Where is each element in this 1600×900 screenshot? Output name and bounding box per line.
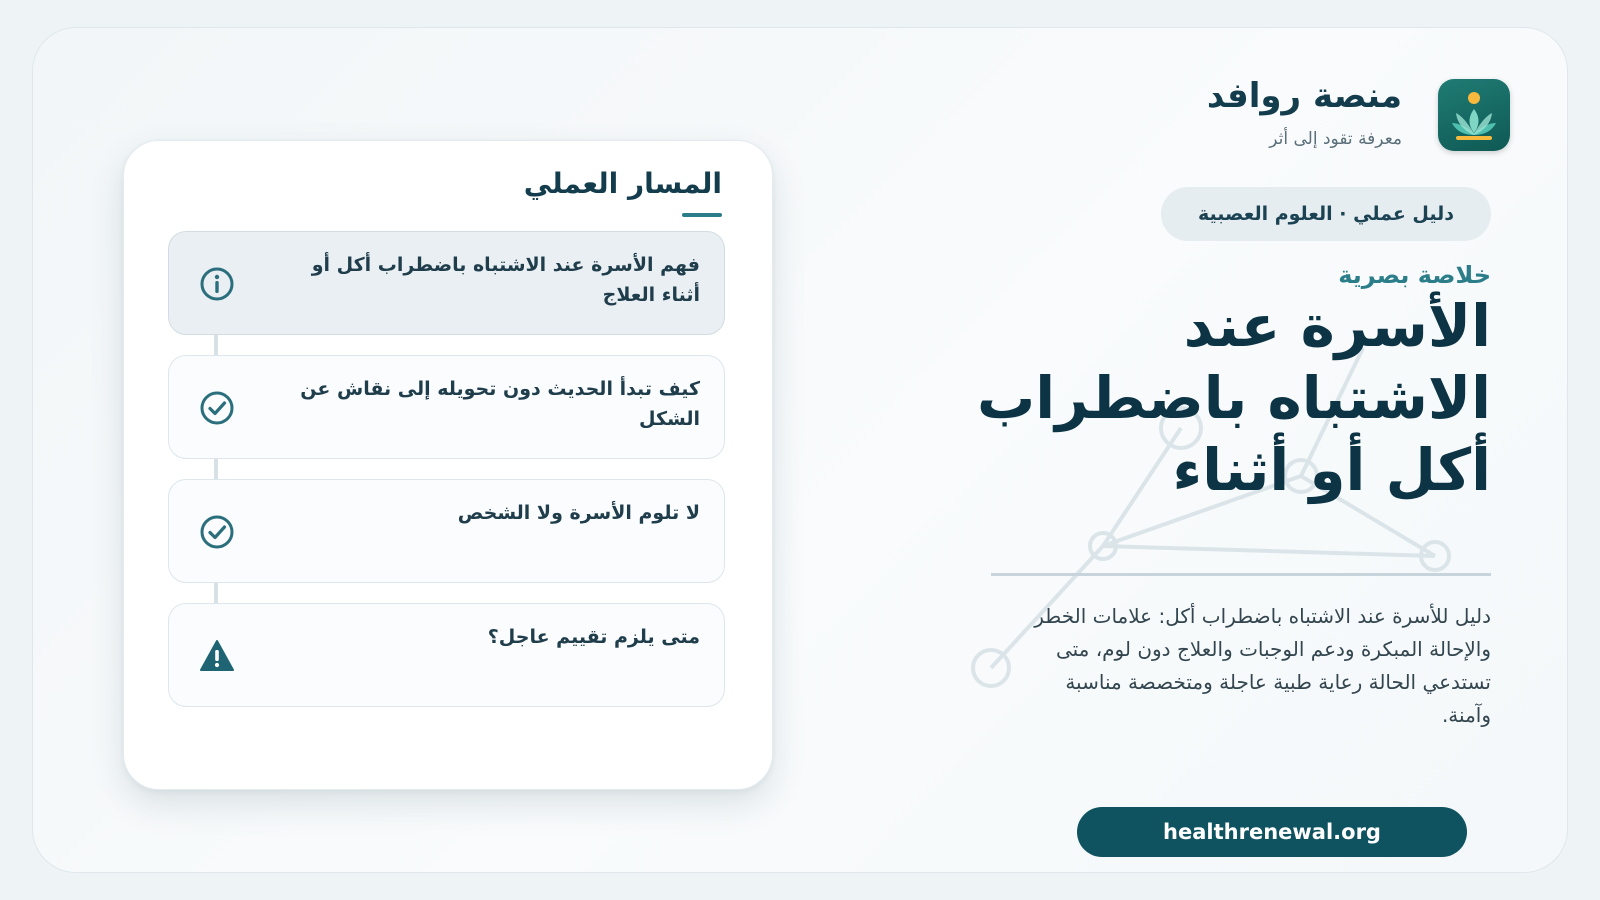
visual-summary-frame [32,27,1568,873]
step-item-3[interactable] [168,479,725,583]
category-pill: دليل عملي · العلوم العصبية [1161,187,1491,241]
step-item-2[interactable] [168,355,725,459]
brand-name: منصة روافد [1206,76,1402,116]
divider [991,573,1491,576]
brand-logo [1438,79,1510,151]
title-underline [682,213,722,217]
brand-tagline: معرفة تقود إلى أثر [1269,129,1402,149]
step-text: كيف تبدأ الحديث دون تحويله إلى نقاش عن الشكل [300,378,700,430]
info-icon [199,266,235,302]
website-link-button[interactable]: healthrenewal.org [1077,807,1467,857]
warning-icon [199,638,235,674]
step-item-1[interactable] [168,231,725,335]
check-circle-icon [199,514,235,550]
lotus-sun-icon [1438,79,1510,151]
step-text: متى يلزم تقييم عاجل؟ [487,626,700,648]
practical-path-card [123,140,773,790]
eyebrow-label: خلاصة بصرية [1338,261,1491,289]
step-text: لا تلوم الأسرة ولا الشخص [457,502,700,524]
check-circle-icon [199,390,235,426]
step-item-4[interactable] [168,603,725,707]
step-text: فهم الأسرة عند الاشتباه باضطراب أكل أو أثناء العلاج [311,254,700,306]
summary-paragraph: دليل للأسرة عند الاشتباه باضطراب أكل: علامات الخطر والإحالة المبكرة ودعم الوجبات والعلاج دون لوم، متى تستدعي الحالة رعاية طبية عاجلة ومتخصصة مناسبة وآمنة. [1034,604,1491,727]
page-title: الأسرة عند الاشتباه باضطراب أكل أو أثناء [976,292,1491,504]
card-title: المسار العملي [523,167,722,200]
